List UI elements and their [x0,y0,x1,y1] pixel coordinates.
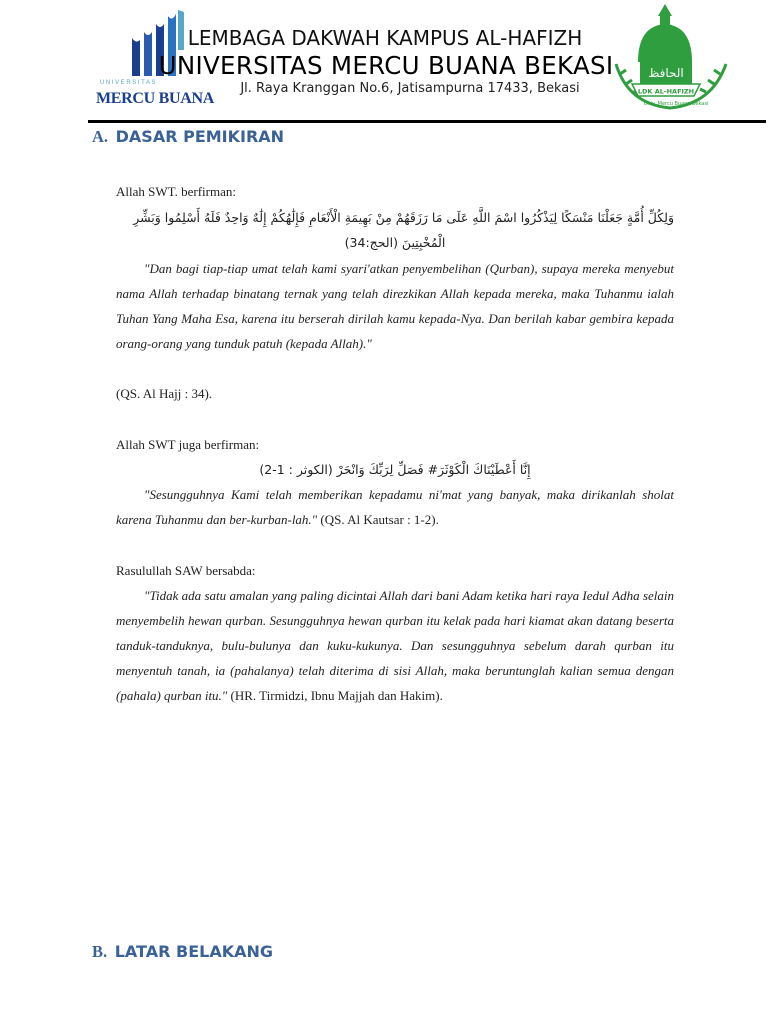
translation-kautsar: "Sesungguhnya Kami telah memberikan kepadamu ni'mat yang banyak, maka dirikanlah sholat karena Tuhanmu dan ber-kurban-lah." [116,487,674,527]
section-b-heading [92,942,273,962]
paragraph-1-intro: Allah SWT. berfirman: [116,184,236,199]
ldk-emblem-icon [608,4,736,116]
section-b-letter: B. [92,942,108,961]
reference-hajj: (QS. Al Hajj : 34). [116,386,213,401]
quran-verse-hajj-line1: وَلِكُلِّ أُمَّةٍ جَعَلْنَا مَنْسَكًا لِيَذْكُرُوا اسْمَ اللَّهِ عَلَى مَا رَزَقَهُمْ مِنْ بَهِيمَةِ الْأَنْعَامِ فَإِلَٰهُكُمْ إِلَٰهٌ وَاحِدٌ فَلَهُ أَسْلِمُوا وَبَشِّرِ [133,210,674,225]
logo-left-big-text: MERCU BUANA [96,90,215,107]
section-a-letter: A. [92,127,109,146]
section-a-title: DASAR PEMIKIRAN [115,127,285,146]
logo-right-ribbon: LDK AL-HAFIZH [637,87,695,96]
header-organization: LEMBAGA DAKWAH KAMPUS AL-HAFIZH [187,26,583,50]
section-b-title: LATAR BELAKANG [114,942,274,961]
ldk-al-hafizh-logo [608,4,736,116]
hadith-text: "Tidak ada satu amalan yang paling dicintai Allah dari bani Adam ketika hari raya Iedul Adha selain menyembelih hewan qurban. Sesungguhnya hewan qurban itu kelak pada hari kiamat akan datang beserta tanduk-tanduknya, bulu-bulunya dan kuku-kukunya. Dan sesungguhnya sebelum darah qurban itu menyentuh tanah, ia (pahalanya) telah diterima di sisi Allah, maka beruntunglah kalian semua dengan (pahala) qurban itu." [116,588,674,703]
translation-hajj: "Dan bagi tiap-tiap umat telah kami syari'atkan penyembelihan (Qurban), supaya mereka menyebut nama Allah terhadap binatang ternak yang telah direzkikan Allah kepada mereka, maka Tuhanmu ialah Tuhan Yang Maha Esa, karena itu berserah dirilah kamu kepada-Nya. Dan berilah kabar gembira kepada orang-orang yang tunduk patuh (kepada Allah)." [116,261,674,351]
header-university: UNIVERSITAS MERCU BUANA BEKASI [158,51,614,80]
paragraph-3-hadith [116,583,674,708]
paragraph-3-intro: Rasulullah SAW bersabda: [116,563,256,578]
paragraph-2-translation [116,482,674,532]
header-address: Jl. Raya Kranggan No.6, Jatisampurna 17433, Bekasi [240,81,580,96]
logo-left-small-text: UNIVERSITAS [100,80,158,86]
reference-hadith: (HR. Tirmidzi, Ibnu Majjah dan Hakim). [227,688,443,703]
header-divider [88,120,766,123]
quran-verse-kautsar: إِنَّا أَعْطَيْنَاكَ الْكَوْثَرَ# فَصَلِّ لِرَبِّكَ وَانْحَرْ (الكوثر : 1-2) [259,462,531,477]
paragraph-2-intro: Allah SWT juga berfirman: [116,437,260,452]
quran-verse-hajj-line2: الْمُخْبِتِينَ (الحج:34) [344,235,446,250]
reference-kautsar: (QS. Al Kautsar : 1-2). [317,512,439,527]
logo-right-arabic: الحافظ [648,66,684,80]
logo-right-sub: Univ. Mercu Buana Bekasi [643,101,709,107]
paragraph-1-translation [116,256,674,356]
section-a-heading [92,127,284,147]
